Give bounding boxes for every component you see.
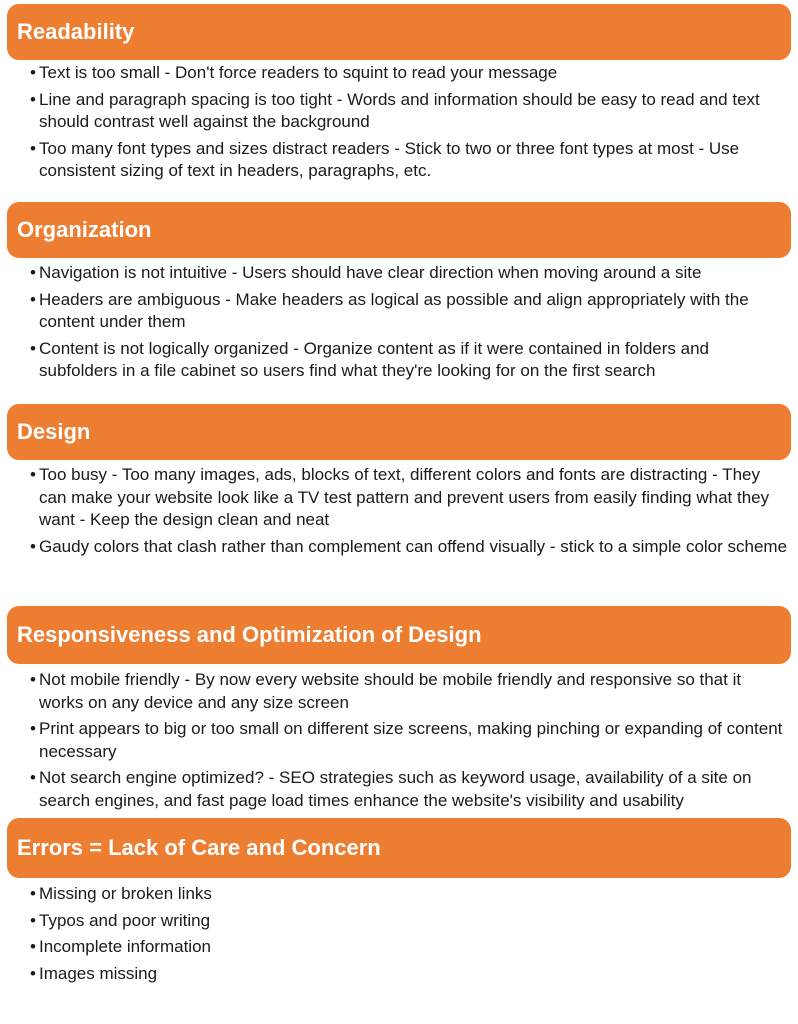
section-header-responsiveness <box>7 606 791 664</box>
item-text: Not mobile friendly - By now every website should be mobile friendly and responsive so that it works on any device and any size screen <box>39 670 742 712</box>
bullet-icon: • <box>30 465 36 484</box>
section-header-design <box>7 404 791 460</box>
section-list-design <box>30 464 790 562</box>
item-text: Gaudy colors that clash rather than complement can offend visually - stick to a simple color scheme <box>39 536 788 556</box>
section-list-errors <box>30 883 790 989</box>
item-text: Too busy - Too many images, ads, blocks of text, different colors and fonts are distracting - They can make your website look like a TV test pattern and prevent users from easily finding what they want - Keep the design clean and neat <box>39 465 770 529</box>
bullet-icon: • <box>30 138 36 158</box>
list-item <box>30 62 790 85</box>
bullet-icon: • <box>30 768 36 787</box>
bullet-icon: • <box>30 289 36 309</box>
list-item <box>30 262 790 285</box>
item-text: Too many font types and sizes distract readers - Stick to two or three font types at most - Use consistent sizing of text in headers, paragraphs, etc. <box>39 138 740 180</box>
section-title: Responsiveness and Optimization of Design <box>17 622 482 647</box>
bullet-icon: • <box>30 63 36 82</box>
list-item <box>30 138 790 183</box>
list-item <box>30 963 790 986</box>
list-item <box>30 718 790 763</box>
list-item <box>30 910 790 933</box>
bullet-icon: • <box>30 719 36 738</box>
bullet-icon: • <box>30 338 36 358</box>
section-header-errors <box>7 818 791 878</box>
section-title: Organization <box>17 217 152 242</box>
section-header-organization <box>7 202 791 258</box>
bullet-icon: • <box>30 963 36 983</box>
section-list-responsiveness <box>30 669 790 816</box>
item-text: Print appears to big or too small on different size screens, making pinching or expanding of content necessary <box>39 719 783 761</box>
item-text: Images missing <box>39 963 158 983</box>
bullet-icon: • <box>30 89 36 109</box>
bullet-icon: • <box>30 536 36 556</box>
item-text: Navigation is not intuitive - Users should have clear direction when moving around a site <box>39 263 702 282</box>
bullet-icon: • <box>30 937 36 956</box>
bullet-icon: • <box>30 670 36 689</box>
item-text: Missing or broken links <box>39 884 212 903</box>
list-item <box>30 767 790 812</box>
section-list-readability <box>30 62 790 187</box>
section-title: Design <box>17 419 91 444</box>
item-text: Typos and poor writing <box>39 910 211 930</box>
section-title: Errors = Lack of Care and Concern <box>17 835 381 860</box>
bullet-icon: • <box>30 884 36 903</box>
bullet-icon: • <box>30 910 36 930</box>
list-item <box>30 883 790 906</box>
item-text: Text is too small - Don't force readers to squint to read your message <box>39 63 558 82</box>
section-title: Readability <box>17 19 135 44</box>
item-text: Line and paragraph spacing is too tight - Words and information should be easy to read and text should contrast well against the background <box>39 89 760 131</box>
list-item <box>30 289 790 334</box>
list-item <box>30 464 790 532</box>
section-list-organization <box>30 262 790 387</box>
list-item <box>30 536 790 559</box>
item-text: Content is not logically organized - Organize content as if it were contained in folders and subfolders in a file cabinet so users find what they're looking for on the first search <box>39 338 709 380</box>
section-header-readability <box>7 4 791 60</box>
item-text: Incomplete information <box>39 937 211 956</box>
item-text: Not search engine optimized? - SEO strategies such as keyword usage, availability of a site on search engines, and fast page load times enhance the website's visibility and usability <box>39 768 752 810</box>
list-item <box>30 669 790 714</box>
list-item <box>30 89 790 134</box>
list-item <box>30 936 790 959</box>
bullet-icon: • <box>30 263 36 282</box>
item-text: Headers are ambiguous - Make headers as logical as possible and align appropriately with the content under them <box>39 289 749 331</box>
list-item <box>30 338 790 383</box>
